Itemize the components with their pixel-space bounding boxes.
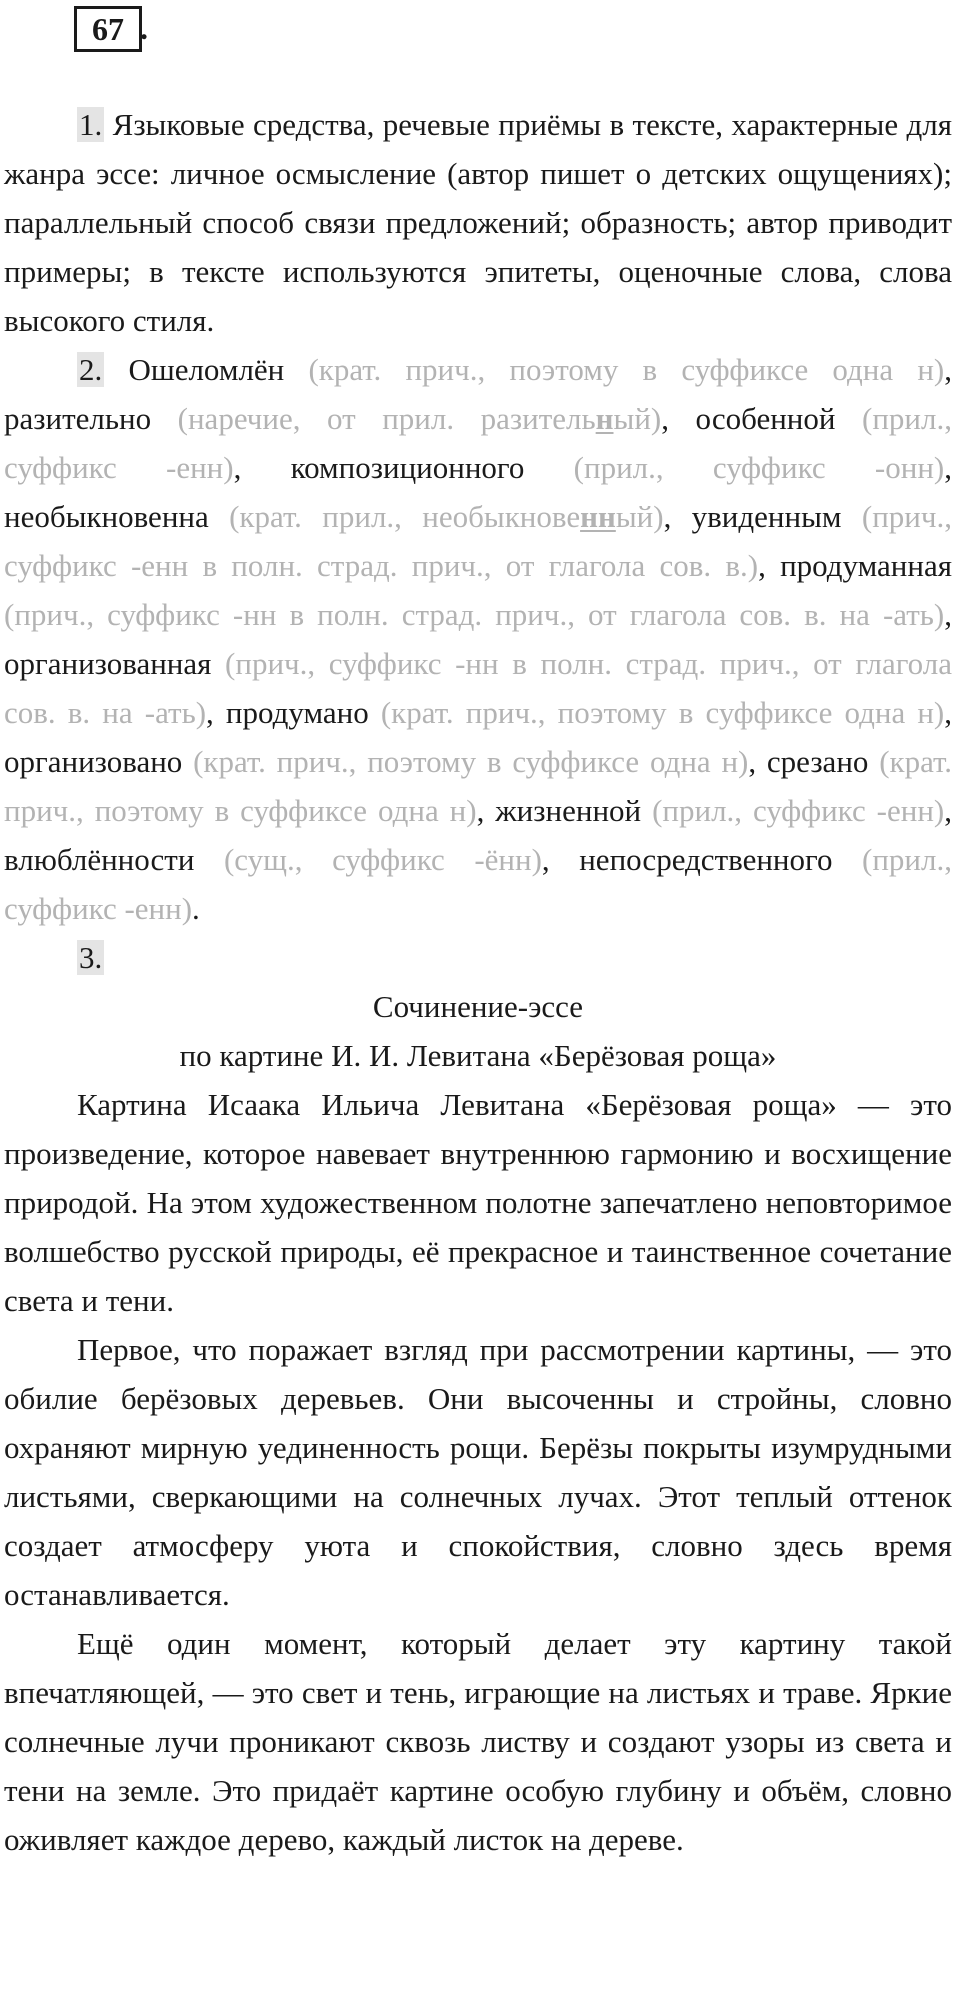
essay-title: Сочинение-эссе <box>372 989 584 1024</box>
comment-3: (прил., суффикс -енн) <box>4 401 952 485</box>
comment-5a: (крат. прил., необыкнове <box>229 499 581 534</box>
comment-5c: ый) <box>615 499 664 534</box>
comment-9: (крат. прич., поэтому в суффиксе одна н) <box>380 695 945 730</box>
word-5: , необыкновенна <box>4 450 953 534</box>
task-number-box <box>74 6 142 52</box>
item-2-number: 2. <box>79 352 103 387</box>
word-10: , организовано <box>4 695 952 779</box>
essay-paragraph-1: Картина Исаака Ильича Левитана «Берёзовая роща» — это произведение, которое навевает внутреннюю гармонию и восхищение природой. На этом художественном полотне запечатлено неповторимое волшебство русской природы, её прекрасное и таинственное сочетание света и тени. <box>4 1087 952 1318</box>
item-1-paragraph <box>4 100 952 345</box>
comment-7: (прич., суффикс -нн в полн. страд. прич., от глагола сов. в. на -ать) <box>4 597 945 632</box>
item-3-number: 3. <box>79 940 103 975</box>
task-number: 67 <box>92 11 124 47</box>
essay-paragraph-3: Ещё один момент, который делает эту картину такой впечатляющей, — это свет и тень, играющие на листьях и траве. Яркие солнечные лучи проникают сквозь листву и создают узоры из света и тени на земле. Это придаёт картине особую глубину и объём, словно оживляет каждое дерево, каждый листок на дереве. <box>4 1626 952 1857</box>
comment-2a: (наречие, от прил. разитель <box>177 401 596 436</box>
word-9: , продумано <box>206 695 381 730</box>
comment-6: (прич., суффикс -енн в полн. страд. прич., от глагола сов. в.) <box>4 499 952 583</box>
word-2: , разительно <box>4 352 952 436</box>
comment-1: (крат. прич., поэтому в суффиксе одна н) <box>308 352 945 387</box>
essay-subtitle: по картине И. И. Левитана «Берёзовая роща» <box>179 1038 777 1073</box>
comment-4: (прил., суффикс -онн) <box>573 450 945 485</box>
word-8: , организованная <box>4 597 952 681</box>
comment-10: (крат. прич., поэтому в суффиксе одна н) <box>193 744 749 779</box>
comment-8: (прич., суффикс -нн в полн. страд. прич., от глагола сов. в. на -ать) <box>4 646 952 730</box>
comment-12: (прил., суффикс -енн) <box>652 793 945 828</box>
answer-content <box>4 100 952 1864</box>
final-period: . <box>192 891 200 926</box>
word-6: , увиденным <box>663 499 862 534</box>
word-14: , непосредственного <box>541 842 863 877</box>
task-number-dot: . <box>140 10 148 46</box>
word-12: , жизненной <box>476 793 653 828</box>
item-1-number: 1. <box>79 107 103 142</box>
comment-11: (крат. прич., поэтому в суффиксе одна н) <box>4 744 952 828</box>
comment-2-highlight: н <box>595 401 614 436</box>
word-3: , особенной <box>661 401 863 436</box>
word-1: Ошеломлён <box>104 352 309 387</box>
comment-14: (прил., суффикс -енн) <box>4 842 952 926</box>
word-13: , влюблённости <box>4 793 952 877</box>
word-7: , продуманная <box>758 548 952 583</box>
item-1-text: Языковые средства, речевые приёмы в тексте, характерные для жанра эссе: личное осмысление (автор пишет о детских ощущениях); параллельный способ связи предложений; образность; автор приводит примеры; в тексте используются эпитеты, оценочные слова, слова высокого стиля. <box>4 107 952 338</box>
comment-2c: ый) <box>613 401 662 436</box>
word-11: , срезано <box>748 744 880 779</box>
item-3-paragraph <box>4 933 952 982</box>
comment-5-highlight: нн <box>580 499 616 534</box>
essay-paragraph-2: Первое, что поражает взгляд при рассмотрении картины, — это обилие берёзовых деревьев. Они высоченны и стройны, словно охраняют мирную уединенность рощи. Берёзы покрыты изумрудными листьями, сверкающими на солнечных лучах. Этот теплый оттенок создает атмосферу уюта и спокойствия, словно здесь время останавливается. <box>4 1332 952 1612</box>
item-2-paragraph <box>4 345 952 933</box>
comment-13: (сущ., суффикс -ённ) <box>223 842 542 877</box>
word-4: , композиционного <box>233 450 574 485</box>
